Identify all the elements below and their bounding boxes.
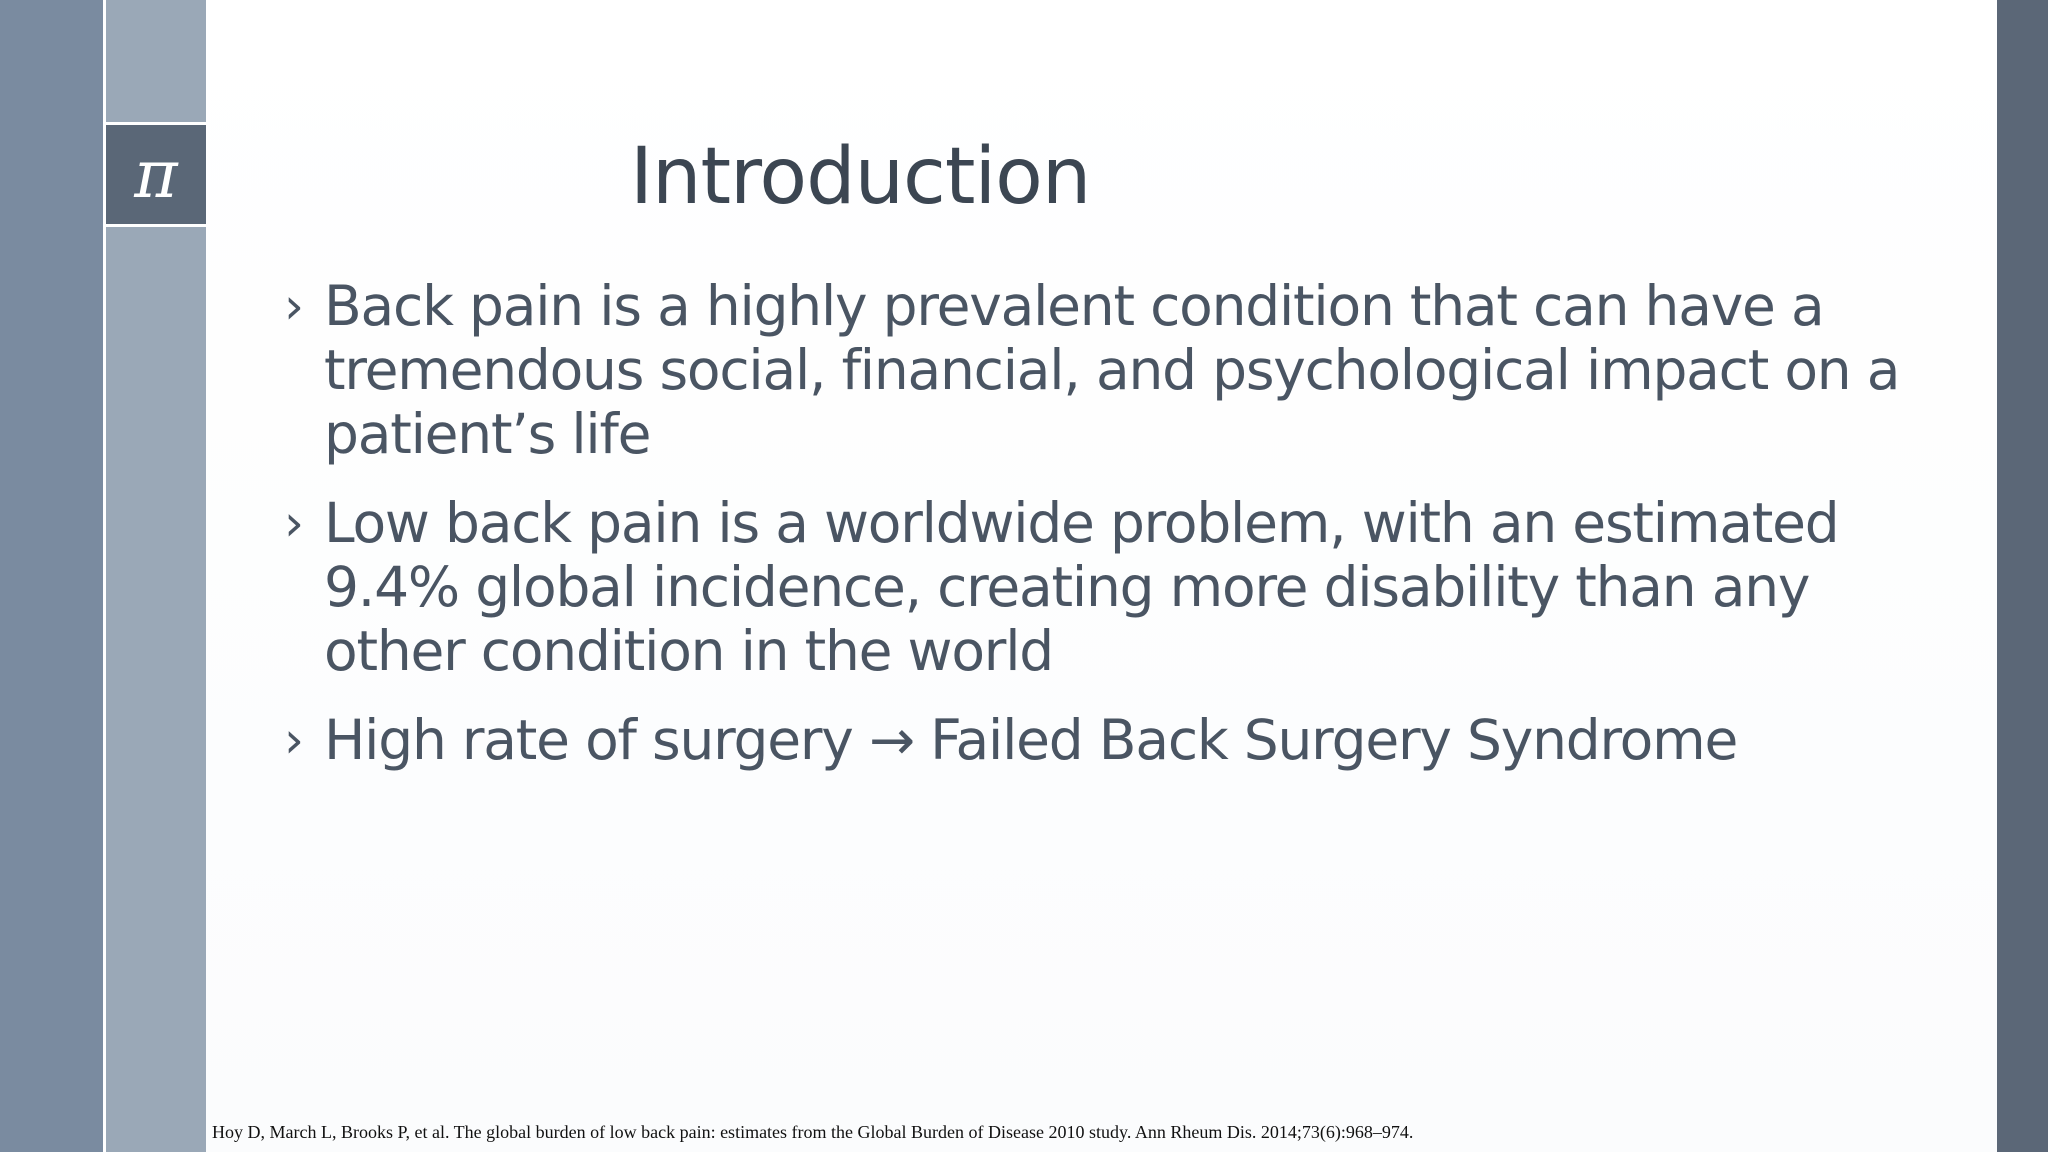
pi-logo-symbol: π [134,135,178,213]
pi-logo-icon [103,122,206,227]
citation-footnote: Hoy D, March L, Brooks P, et al. The global burden of low back pain: estimates from the Global Burden of Disease 2010 study. Ann Rheum Dis. 2014;73(6):968–974. [212,1122,1414,1142]
bullet-text: Low back pain is a worldwide problem, with an estimated 9.4% global incidence, creating more disability than any other condition in the world [324,491,1839,683]
bullet-marker-icon: › [284,711,303,769]
bullet-item-back-pain [280,274,1900,466]
bullet-marker-icon: › [284,277,303,335]
right-decorative-band [1997,0,2048,1152]
slide-title: Introduction [630,132,1091,222]
bullet-item-low-back-pain [280,491,1900,683]
left-decorative-band [0,0,103,1152]
bullet-item-surgery-rate [280,708,1900,772]
bullet-list [280,274,1900,797]
bullet-marker-icon: › [284,494,303,552]
bullet-text: High rate of surgery → Failed Back Surgery Syndrome [324,708,1738,772]
bullet-text: Back pain is a highly prevalent condition that can have a tremendous social, financial, and psychological impact on a patient’s life [324,274,1900,466]
